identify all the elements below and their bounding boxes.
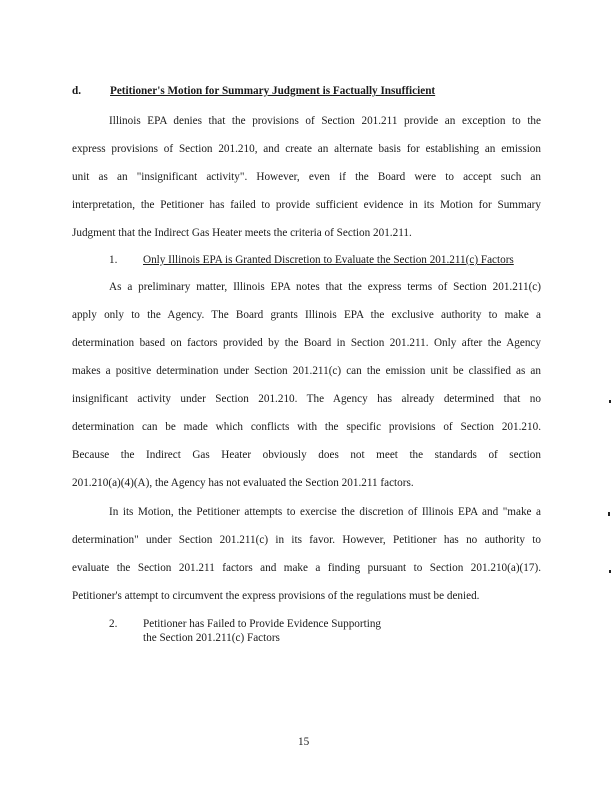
para1-line: determination can be made which conflicts with the specific provisions of Section 201.210. [72, 421, 541, 433]
intro-line: interpretation, the Petitioner has failed to provide sufficient evidence in its Motion for Summary [72, 199, 541, 211]
para1-line: As a preliminary matter, Illinois EPA notes that the express terms of Section 201.211(c) [109, 281, 541, 293]
para2-line: determination" under Section 201.211(c) in its favor. However, Petitioner has no authority to [72, 534, 541, 546]
para2-line: In its Motion, the Petitioner attempts to exercise the discretion of Illinois EPA and "make a [109, 506, 541, 518]
page-number: 15 [298, 736, 310, 748]
scan-mark [608, 512, 610, 516]
para1-line: Because the Indirect Gas Heater obviously does not meet the standards of section [72, 449, 541, 461]
section-label: d. [72, 85, 82, 97]
intro-line: Illinois EPA denies that the provisions of Section 201.211 provide an exception to the [109, 115, 541, 127]
scan-mark [609, 570, 611, 573]
para2-line: Petitioner's attempt to circumvent the express provisions of the regulations must be denied. [72, 590, 480, 602]
subsection-2-title-line1: Petitioner has Failed to Provide Evidence Supporting [143, 618, 382, 630]
para1-line: apply only to the Agency. The Board grants Illinois EPA the exclusive authority to make a [72, 309, 541, 321]
section-title: Petitioner's Motion for Summary Judgment is Factually Insufficient [110, 85, 436, 97]
intro-line: Judgment that the Indirect Gas Heater meets the criteria of Section 201.211. [72, 227, 412, 239]
subsection-2-number: 2. [109, 618, 118, 630]
subsection-1-number: 1. [109, 254, 118, 266]
para1-line: 201.210(a)(4)(A), the Agency has not evaluated the Section 201.211 factors. [72, 477, 414, 489]
subsection-2-title-line2: the Section 201.211(c) Factors [143, 632, 280, 644]
para1-line: insignificant activity under Section 201.210. The Agency has already determined that no [72, 393, 541, 405]
intro-line: express provisions of Section 201.210, and create an alternate basis for establishing an emission [72, 143, 541, 155]
para2-line: evaluate the Section 201.211 factors and make a finding pursuant to Section 201.210(a)(17). [72, 562, 541, 574]
para1-line: makes a positive determination under Section 201.211(c) can the emission unit be classified as an [72, 365, 541, 377]
para1-line: determination based on factors provided by the Board in Section 201.211. Only after the Agency [72, 337, 541, 349]
subsection-1-title: Only Illinois EPA is Granted Discretion to Evaluate the Section 201.211(c) Factors [143, 254, 514, 266]
intro-line: unit as an "insignificant activity". However, even if the Board were to accept such an [72, 171, 541, 183]
scan-mark [609, 400, 611, 403]
